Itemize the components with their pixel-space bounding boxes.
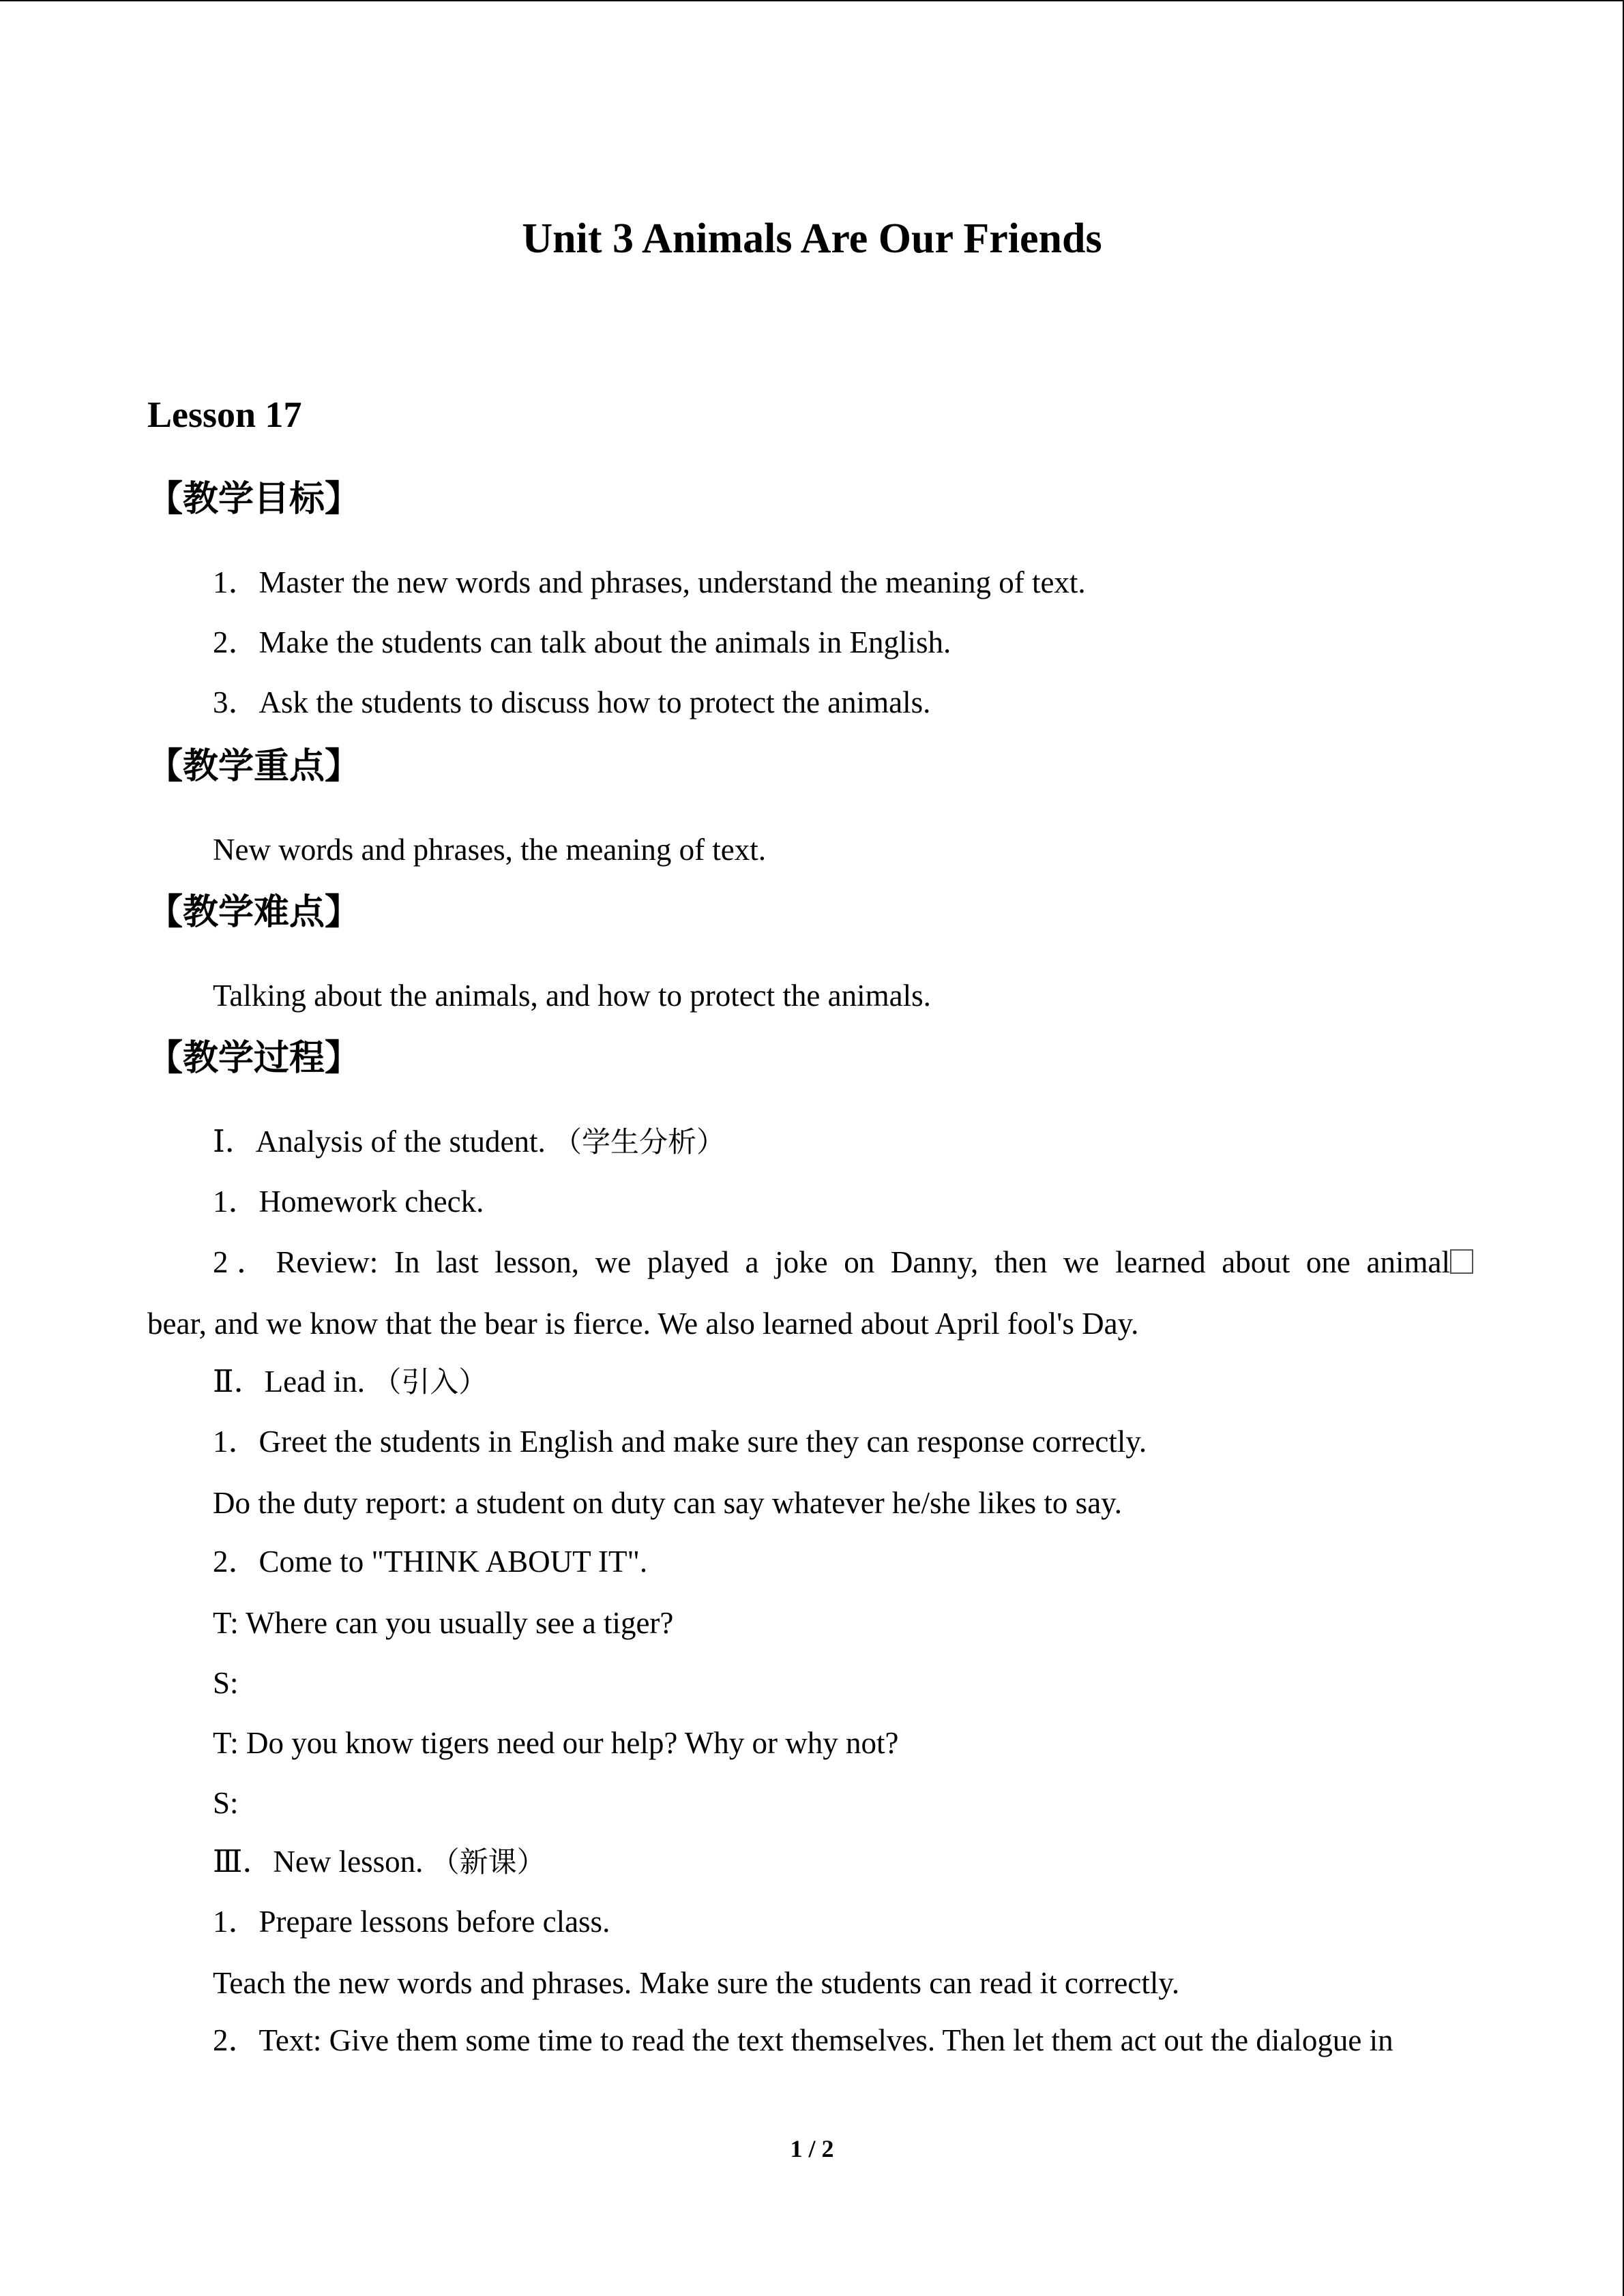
process-heading: 【教学过程】	[147, 1038, 361, 1079]
part-3-item: 2．Text: Give them some time to read the text themselves. Then let them act out the dialogue in	[213, 2023, 1393, 2057]
part-2-note: Do the duty report: a student on duty can say whatever he/she likes to say.	[213, 1486, 1122, 1520]
part-2-item: 1．Greet the students in English and make sure they can response correctly.	[213, 1425, 1147, 1459]
page-number: 1 / 2	[790, 2135, 834, 2162]
part-1-review-continuation: bear, and we know that the bear is fierce. We also learned about April fool's Day.	[147, 1307, 1139, 1341]
part-3-item: 1．Prepare lessons before class.	[213, 1905, 610, 1939]
student-answer: S:	[213, 1666, 239, 1700]
part-3-title-cn: （新课）	[430, 1845, 546, 1879]
part-3-note: Teach the new words and phrases. Make sure the students can read it correctly.	[213, 1966, 1180, 2000]
part-1-title-en: Ⅰ．Analysis of the student.	[213, 1124, 546, 1159]
student-answer: S:	[213, 1786, 239, 1820]
missing-glyph-box	[1450, 1249, 1473, 1274]
teacher-question: T: Where can you usually see a tiger?	[213, 1606, 674, 1640]
part-2-item: 2．Come to "THINK ABOUT IT".	[213, 1545, 648, 1579]
objectives-heading: 【教学目标】	[147, 479, 361, 520]
document-title: Unit 3 Animals Are Our Friends	[522, 215, 1102, 262]
objective-item: 3．Ask the students to discuss how to protect the animals.	[213, 685, 931, 719]
difficulties-text: Talking about the animals, and how to protect the animals.	[213, 979, 931, 1013]
difficulties-heading: 【教学难点】	[147, 892, 361, 933]
part-3-title	[213, 1841, 546, 1883]
teacher-question: T: Do you know tigers need our help? Why or why not?	[213, 1726, 899, 1760]
lesson-heading: Lesson 17	[147, 394, 302, 435]
part-1-review-line	[213, 1242, 1473, 1283]
part-2-title	[213, 1361, 487, 1403]
part-1-title	[213, 1121, 725, 1163]
part-2-title-cn: （引入）	[372, 1365, 488, 1399]
part-2-title-en: Ⅱ．Lead in.	[213, 1365, 366, 1399]
part-1-item: 1．Homework check.	[213, 1184, 484, 1219]
key-points-heading: 【教学重点】	[147, 746, 361, 787]
objective-item: 1．Master the new words and phrases, understand the meaning of text.	[213, 565, 1086, 599]
part-1-review-text: 2．Review: In last lesson, we played a joke on Danny, then we learned about one animal	[213, 1245, 1450, 1279]
part-1-title-cn: （学生分析）	[552, 1125, 725, 1159]
key-points-text: New words and phrases, the meaning of text.	[213, 833, 767, 867]
objective-item: 2．Make the students can talk about the animals in English.	[213, 625, 951, 659]
part-3-title-en: Ⅲ．New lesson.	[213, 1845, 424, 1879]
